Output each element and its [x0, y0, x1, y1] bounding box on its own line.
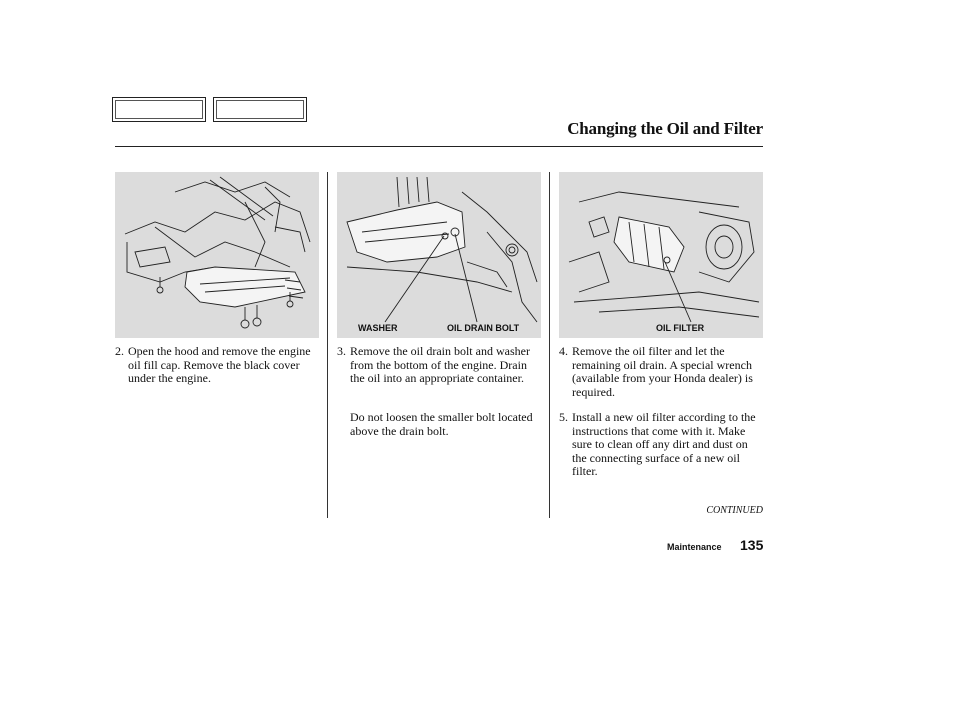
- step-number: 5.: [559, 410, 568, 424]
- illustration-engine-cover: [115, 172, 319, 338]
- step-number: 3.: [337, 344, 346, 358]
- step-text: Open the hood and remove the engine oil fill cap. Remove the black cover under the engine.: [128, 344, 311, 385]
- step-4: [559, 345, 763, 399]
- caution-note: Do not loosen the smaller bolt located above the drain bolt.: [350, 410, 533, 438]
- column-divider: [327, 172, 328, 518]
- section-name: Maintenance: [667, 542, 722, 552]
- continued-label: CONTINUED: [706, 505, 763, 516]
- column-divider: [549, 172, 550, 518]
- nav-button-contents[interactable]: [112, 97, 206, 122]
- step-text: Remove the oil filter and let the remaining oil drain. A special wrench (available from your Honda dealer) is required.: [572, 344, 753, 399]
- step-text: Install a new oil filter according to the instructions that come with it. Make sure to clean off any dirt and dust on the connecting surface of a new oil filter.: [572, 410, 756, 478]
- illustration-drain-bolt: [337, 172, 541, 338]
- page-title: Changing the Oil and Filter: [567, 119, 763, 138]
- illustration-oil-filter: [559, 172, 763, 338]
- title-rule: [115, 146, 763, 147]
- nav-button-index[interactable]: [213, 97, 307, 122]
- step-number: 4.: [559, 344, 568, 358]
- step-5: [559, 411, 763, 479]
- callout-label: WASHER: [358, 323, 398, 333]
- step-3: [337, 345, 537, 386]
- step-text: Remove the oil drain bolt and washer from the bottom of the engine. Drain the oil into an appropriate container.: [350, 344, 530, 385]
- step-number: 2.: [115, 344, 124, 358]
- page-number: 135: [740, 537, 764, 553]
- callout-label: OIL DRAIN BOLT: [447, 323, 520, 333]
- step-2: [115, 345, 320, 386]
- callout-label: OIL FILTER: [656, 323, 705, 333]
